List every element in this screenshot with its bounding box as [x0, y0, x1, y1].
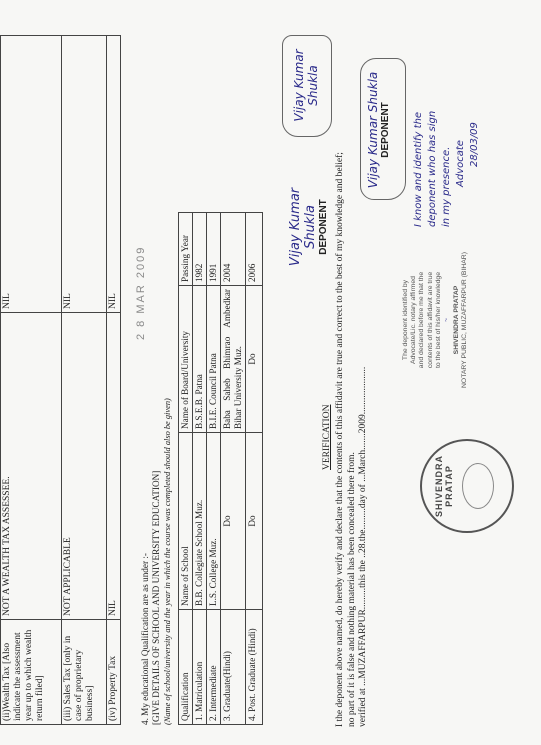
- date-stamp: 2 8 MAR 2009: [135, 245, 147, 340]
- column-header: Name of School: [179, 433, 193, 610]
- note-line: 28/03/09: [469, 122, 480, 167]
- table-cell: 1982: [193, 213, 207, 286]
- table-row: [193, 213, 207, 725]
- deponent-label: DEPONENT: [318, 199, 329, 255]
- table-row: [207, 213, 221, 725]
- column-header: Qualification: [179, 610, 193, 725]
- deponent-block-top: [288, 167, 329, 287]
- stamp-place: NOTARY PUBLIC, MUZAFFARPUR (BIHAR): [461, 252, 469, 388]
- table-cell: 1. Matriculation: [193, 610, 207, 725]
- education-table: [178, 212, 263, 725]
- note-line: Advocate: [455, 140, 466, 187]
- stamp-name: SHIVENDRA PRATAP: [453, 285, 461, 355]
- table-cell: 3. Graduate(Hindi): [221, 610, 246, 725]
- table-cell: Do: [246, 286, 263, 433]
- table-cell: L.S. College Muz.: [207, 433, 221, 610]
- table-cell: (ii)Wealth Tax [Also indicate the assessment year up to which wealth return filed]: [1, 620, 62, 725]
- table-row: [62, 36, 107, 725]
- table-cell: (iv) Property Tax: [107, 620, 121, 725]
- handwritten-note: [412, 27, 482, 227]
- table-row: [107, 36, 121, 725]
- table-header-row: [179, 213, 193, 725]
- table-cell: B.B. Collegiate School Muz.: [193, 433, 207, 610]
- table-cell: NOT A WEALTH TAX ASSESSEE.: [1, 313, 62, 620]
- table-row: [246, 213, 263, 725]
- deponent-signature-boxed: [292, 38, 320, 133]
- verification-line: I the deponent above named, do hereby verify and declare that the contents of this affidavit are true and correct to the best of my knowledge and belief;: [335, 152, 345, 727]
- identification-stamp: [402, 245, 469, 395]
- verification-line: verified at ...MUZAFFARPUR.........this the ..28.the.........day of ...March.......2009....................: [358, 366, 368, 727]
- education-heading: [140, 398, 173, 725]
- table-cell: NOT APPLICABLE: [62, 313, 107, 620]
- table-cell: B.I.E. Council Patna: [207, 286, 221, 433]
- table-cell: NIL: [107, 36, 121, 313]
- table-cell: 1991: [207, 213, 221, 286]
- stamp-line: to the best of his/her knowledge: [434, 272, 442, 368]
- note-line: deponent who has sign: [427, 110, 438, 227]
- table-row: [1, 36, 62, 725]
- column-header: Name of Board/University: [179, 286, 193, 433]
- stamp-line: Advocate/Lic. notary affirmed: [410, 276, 418, 364]
- notary-seal: [420, 439, 514, 533]
- education-note: (Name of school/university and the year in which the course was completed should also be given): [163, 398, 172, 725]
- stamp-line: contents of this affidavit are true: [426, 271, 434, 369]
- table-cell: B.S.E.B. Patna: [193, 286, 207, 433]
- stamp-line: and declared before me that the: [418, 271, 426, 369]
- deponent-signature: Vijay Kumar Shukla: [288, 187, 318, 267]
- tax-details-table: [0, 35, 121, 725]
- table-row: [221, 213, 246, 725]
- deponent-signature-3: Vijay Kumar Shukla: [366, 71, 380, 189]
- deponent-label-2: DEPONENT: [380, 102, 391, 158]
- education-subtitle: [GIVE DETAILS OF SCHOOL AND UNIVERSITY EDUCATION]: [151, 470, 161, 725]
- note-line: in my presence.: [441, 146, 452, 227]
- table-cell: Baba Saheb Bhimrao Ambedkar Bihar University Muz.: [221, 286, 246, 433]
- table-cell: Do: [221, 433, 246, 610]
- education-title: 4. My educational Qualification are as under :-: [140, 553, 150, 725]
- stamp-line: The deponent identified by: [402, 279, 409, 361]
- deponent-signature-2: Vijay Kumar Shukla: [292, 49, 320, 122]
- deponent-block-second: [366, 65, 391, 195]
- table-cell: 2004: [221, 213, 246, 286]
- table-cell: Do: [246, 433, 263, 610]
- table-cell: 4. Post. Graduate (Hindi): [246, 610, 263, 725]
- verification-line: no part of it is false and nothing material has been concealed there from.: [346, 452, 357, 727]
- table-cell: NIL: [1, 36, 62, 313]
- table-cell: 2. Intermediate: [207, 610, 221, 725]
- note-line: I know and identify the: [413, 111, 424, 227]
- table-cell: 2006: [246, 213, 263, 286]
- table-cell: NIL: [62, 36, 107, 313]
- seal-inner-ring: [462, 463, 494, 509]
- stamp-signature: ~: [443, 318, 451, 322]
- verification-title: VERIFICATION: [322, 404, 332, 470]
- table-cell: (iii) Sales Tax [only in case of proprietary business]: [62, 620, 107, 725]
- table-cell: NIL: [107, 313, 121, 620]
- column-header: Passing Year: [179, 213, 193, 286]
- seal-text: SHIVENDRA PRATAP: [434, 455, 454, 518]
